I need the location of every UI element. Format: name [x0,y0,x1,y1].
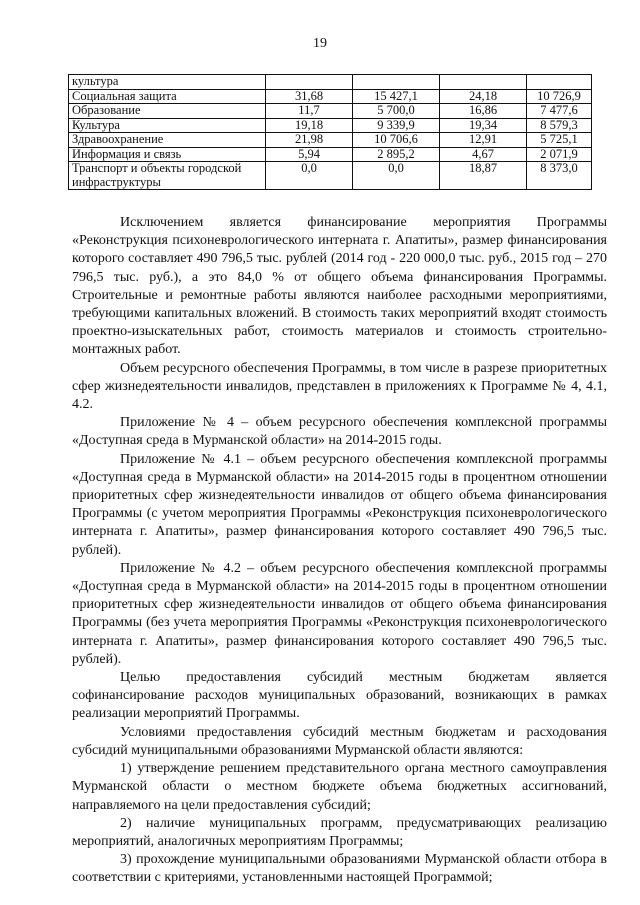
table-cell: 16,86 [440,104,527,119]
paragraph: Исключением является финансирование мероприятия Программы «Реконструкция психоневрологического интерната г. Апатиты», размер финансирования которого составляет 490 796,5 тыс. рублей (2014 год - 220 000,0 тыс. руб., 2015 год – 270 796,5 тыс. руб.), а это 84,0 % от общего объема финансирования Программы. Строительные и ремонтные работы являются наиболее расходными мероприятиями, требующими капитальных вложений. В стоимость таких мероприятий входят стоимость проектно-изыскательных работ, стоимость материалов и стоимость строительно-монтажных работ. [72,215,607,358]
document-body [72,214,607,888]
paragraph: Объем ресурсного обеспечения Программы, в том числе в разрезе приоритетных сфер жизнедеятельности инвалидов, представлен в приложениях к Программе № 4, 4.1, 4.2. [72,360,607,413]
table-cell: Информация и связь [69,147,266,162]
table-cell: 0,0 [353,162,440,190]
table-cell: 8 373,0 [527,162,592,190]
table-cell: 7 477,6 [527,104,592,119]
table-cell: 5 725,1 [527,133,592,148]
table-row [69,75,592,90]
table-cell: Социальная защита [69,89,266,104]
table-cell: 0,0 [266,162,353,190]
table-cell: 19,18 [266,118,353,133]
table-cell: 10 706,6 [353,133,440,148]
paragraph: 1) утверждение решением представительного органа местного самоуправления Мурманской области о местном бюджете объема бюджетных ассигнований, направляемого на цели предоставления субсидий; [72,761,607,813]
table-cell: 24,18 [440,89,527,104]
table-cell: Культура [69,118,266,133]
table-cell: 8 579,3 [527,118,592,133]
paragraph: Целью предоставления субсидий местным бюджетам является софинансирование расходов муниципальных образований, возникающих в рамках реализации мероприятий Программы. [72,670,607,722]
table-cell: 18,87 [440,162,527,190]
table-cell: 10 726,9 [527,89,592,104]
table-cell: 21,98 [266,133,353,148]
table-cell: 9 339,9 [353,118,440,133]
paragraph: 3) прохождение муниципальными образованиями Мурманской области отбора в соответствии с критериями, установленными настоящей Программой; [72,852,607,886]
paragraph: Приложение № 4.1 – объем ресурсного обеспечения комплексной программы «Доступная среда в Мурманской области» на 2014-2015 годы в процентном отношении приоритетных сфер жизнедеятельности инвалидов от общего объема финансирования Программы (с учетом мероприятия Программы «Реконструкция психоневрологического интерната г. Апатиты», размер финансирования которого составляет 490 796,5 тыс. рублей). [72,451,607,558]
table-row [69,118,592,133]
paragraph: Приложение № 4 – объем ресурсного обеспечения комплексной программы «Доступная среда в Мурманской области» на 2014-2015 годы. [72,415,607,449]
table-cell: 12,91 [440,133,527,148]
paragraph: Приложение № 4.2 – объем ресурсного обеспечения комплексной программы «Доступная среда в Мурманской области» на 2014-2015 годы в процентном отношении приоритетных сфер жизнедеятельности инвалидов от общего объема финансирования Программы (без учета мероприятия Программы «Реконструкция психоневрологического интерната г. Апатиты», размер финансирования которого составляет 490 796,5 тыс. рублей). [72,560,607,667]
table-cell: 4,67 [440,147,527,162]
table-row [69,104,592,119]
table-cell: 11,7 [266,104,353,119]
table-cell: 2 071,9 [527,147,592,162]
table-cell: культура [69,75,266,90]
table-cell: 5 700,0 [353,104,440,119]
table-cell [440,75,527,90]
table-cell: 5,94 [266,147,353,162]
table-cell [353,75,440,90]
table-cell [527,75,592,90]
table-cell: 31,68 [266,89,353,104]
table-cell: 2 895,2 [353,147,440,162]
table-row [69,133,592,148]
table-cell: Образование [69,104,266,119]
table-row [69,162,592,190]
table-cell: 19,34 [440,118,527,133]
table-cell: Здравоохранение [69,133,266,148]
table-cell: 15 427,1 [353,89,440,104]
table-row [69,89,592,104]
financing-table [68,74,592,190]
table-row [69,147,592,162]
paragraph: 2) наличие муниципальных программ, предусматривающих реализацию мероприятий, аналогичных мероприятиям Программы; [72,815,607,849]
paragraph: Условиями предоставления субсидий местным бюджетам и расходования субсидий муниципальными образованиями Мурманской области являются: [72,724,607,758]
table-cell: Транспорт и объекты городской инфраструктуры [69,162,266,190]
page-number: 19 [313,36,327,51]
table-cell [266,75,353,90]
